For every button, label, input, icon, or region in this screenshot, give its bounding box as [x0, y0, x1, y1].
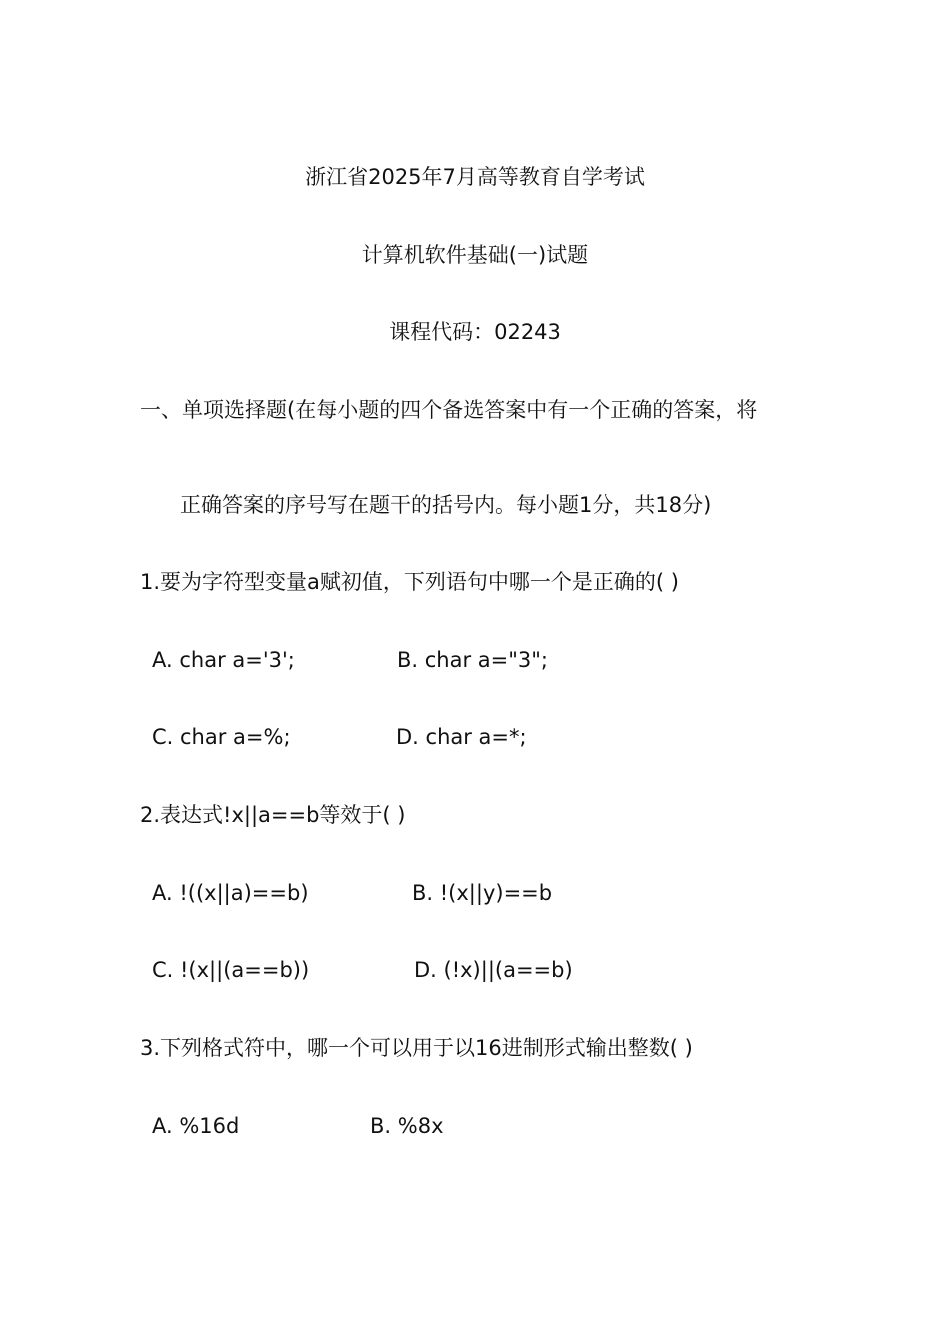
- option-a: A. !((x||a)==b): [152, 881, 309, 905]
- option-a: A. char a='3';: [152, 648, 295, 672]
- option-c: C. char a=%;: [152, 725, 291, 749]
- course-code: 课程代码：02243: [389, 320, 561, 344]
- option-a: A. %16d: [152, 1114, 240, 1138]
- option-b: B. !(x||y)==b: [412, 881, 553, 905]
- question-stem: 1.要为字符型变量a赋初值，下列语句中哪一个是正确的( ): [140, 570, 679, 594]
- option-d: D. char a=*;: [396, 725, 527, 749]
- option-b: B. char a="3";: [397, 648, 549, 672]
- exam-title: 浙江省2025年7月高等教育自学考试: [305, 165, 645, 189]
- option-d: D. (!x)||(a==b): [414, 958, 573, 982]
- option-b: B. %8x: [370, 1114, 444, 1138]
- section-heading-line-1: 一、单项选择题(在每小题的四个备选答案中有一个正确的答案，将: [140, 398, 758, 422]
- exam-subtitle: 计算机软件基础(一)试题: [361, 243, 589, 267]
- question-stem: 2.表达式!x||a==b等效于( ): [140, 803, 406, 827]
- question-stem: 3.下列格式符中，哪一个可以用于以16进制形式输出整数( ): [140, 1036, 693, 1060]
- section-heading-line-2: 正确答案的序号写在题干的括号内。每小题1分，共18分): [180, 493, 712, 517]
- option-c: C. !(x||(a==b)): [152, 958, 310, 982]
